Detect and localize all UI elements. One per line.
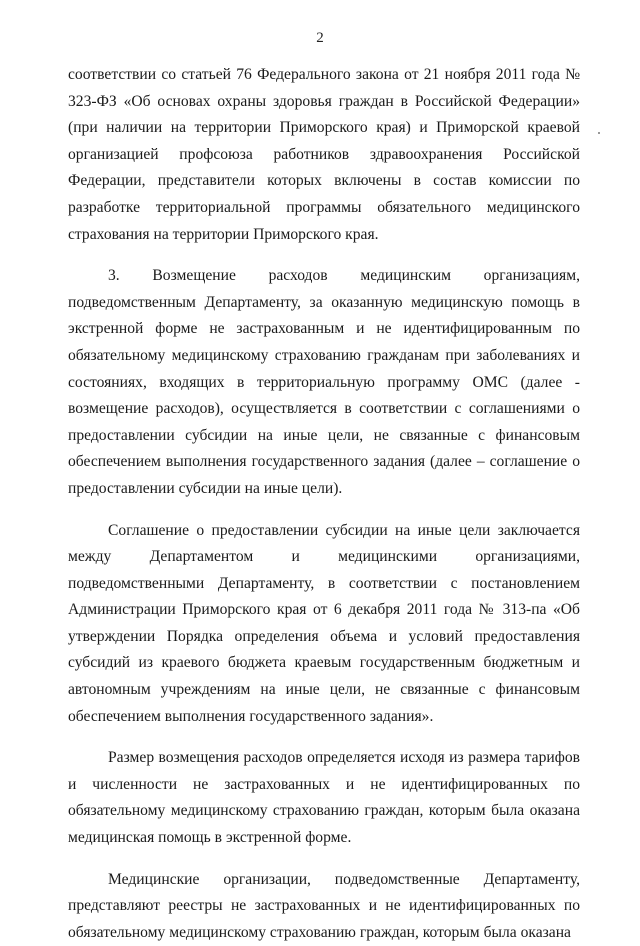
paragraph-agreement: Соглашение о предоставлении субсидии на иные цели заключается между Департаментом и медицинскими организациями, подведомственными Департаменту, в соответствии с постановлением Администрации Приморского края от 6 декабря 2011 года № 313-па «Об утверждении Порядка определения объема и условий предоставления субсидий из краевого бюджета краевым государственным бюджетным и автономным учреждениям на иные цели, не связанные с финансовым обеспечением выполнения государственного задания».: [68, 521, 580, 725]
paragraph-continuation: соответствии со статьей 76 Федерального закона от 21 ноября 2011 года № 323-ФЗ «Об основах охраны здоровья граждан в Российской Федерации» (при наличии на территории Приморского края) и Приморской краевой организацией профсоюза работников здравоохранения Российской Федерации, представители которых включены в состав комиссии по разработке территориальной программы обязательного медицинского страхования на территории Приморского края.: [68, 66, 580, 243]
paragraph-registries: Медицинские организации, подведомственные Департаменту, представляют реестры не застрахованных и не идентифицированных по обязательному медицинскому страхованию граждан, которым была оказана: [68, 870, 580, 941]
paragraph-reimbursement-size: Размер возмещения расходов определяется исходя из размера тарифов и численности не застрахованных и не идентифицированных по обязательному медицинскому страхованию граждан, которым была оказана медицинская помощь в экстренной форме.: [68, 749, 580, 847]
page-number: 2: [316, 30, 324, 46]
scan-speck: [598, 132, 600, 134]
paragraph-item-3: 3. Возмещение расходов медицинским организациям, подведомственным Департаменту, за оказанную медицинскую помощь в экстренной форме не застрахованным и не идентифицированным по обязательному медицинскому страхованию гражданам при заболеваниях и состояниях, входящих в территориальную программу ОМС (далее - возмещение расходов), осуществляется в соответствии с соглашениями о предоставлении субсидии на иные цели, не связанные с финансовым обеспечением выполнения государственного задания (далее – соглашение о предоставлении субсидии на иные цели).: [68, 267, 580, 497]
document-body: [68, 62, 580, 946]
